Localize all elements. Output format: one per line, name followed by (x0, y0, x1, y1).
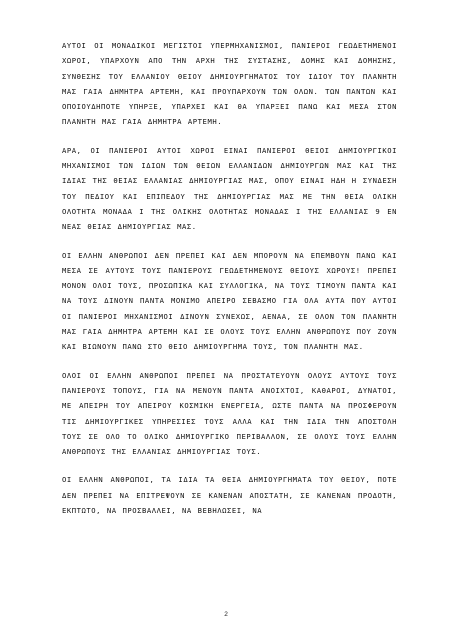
paragraph-5: ΟΙ ΕΛΛΗΝ ΑΝΘΡΩΠΟΙ, ΤΑ ΙΔΙΑ ΤΑ ΘΕΙΑ ΔΗΜΙΟΥΡΓΗΜΑΤΑ ΤΟΥ ΘΕΙΟΥ, ΠΟΤΕ ΔΕΝ ΠΡΕΠΕΙ ΝΑ ΕΠΙΤΡΕΨΟΥΝ ΣΕ ΚΑΝΕΝΑΝ ΑΠΟΣΤΑΤΗ, ΣΕ ΚΑΝΕΝΑΝ ΠΡΟΔΟΤΗ, ΕΚΠΤΩΤΟ, ΝΑ ΠΡΟΣΒΑΛΛΕΙ, ΝΑ ΒΕΒΗΛΩΣΕΙ, ΝΑ (62, 475, 397, 516)
page-content (62, 38, 397, 531)
paragraph-4: ΟΛΟΙ ΟΙ ΕΛΛΗΝ ΑΝΘΡΩΠΟΙ ΠΡΕΠΕΙ ΝΑ ΠΡΟΣΤΑΤΕΥΟΥΝ ΟΛΟΥΣ ΑΥΤΟΥΣ ΤΟΥΣ ΠΑΝΙΕΡΟΥΣ ΤΟΠΟΥΣ, ΓΙΑ ΝΑ ΜΕΝΟΥΝ ΠΑΝΤΑ ΑΝΟΙΧΤΟΙ, ΚΑΘΑΡΟΙ, ΔΥΝΑΤΟΙ, ΜΕ ΑΠΕΙΡΗ ΤΟΥ ΑΠΕΙΡΟΥ ΚΟΣΜΙΚΗ ΕΝΕΡΓΕΙΑ, ΩΣΤΕ ΠΑΝΤΑ ΝΑ ΠΡΟΣΦΕΡΟΥΝ ΤΙΣ ΔΗΜΙΟΥΡΓΙΚΕΣ ΥΠΗΡΕΣΙΕΣ ΤΟΥΣ ΑΛΛΑ ΚΑΙ ΤΗΝ ΙΔΙΑ ΤΗΝ ΑΠΟΣΤΟΛΗ ΤΟΥΣ ΣΕ ΟΛΟ ΤΟ ΟΛΙΚΟ ΔΗΜΙΟΥΡΓΙΚΟ ΠΕΡΙΒΑΛΛΟΝ, ΣΕ ΟΛΟΥΣ ΤΟΥΣ ΕΛΛΗΝ ΑΝΘΡΩΠΟΥΣ ΤΗΣ ΕΛΛΑΝΙΑΣ ΔΗΜΙΟΥΡΓΙΑΣ ΤΟΥΣ. (62, 370, 397, 457)
paragraph-3: ΟΙ ΕΛΛΗΝ ΑΝΘΡΩΠΟΙ ΔΕΝ ΠΡΕΠΕΙ ΚΑΙ ΔΕΝ ΜΠΟΡΟΥΝ ΝΑ ΕΠΕΜΒΟΥΝ ΠΑΝΩ ΚΑΙ ΜΕΣΑ ΣΕ ΑΥΤΟΥΣ ΤΟΥΣ ΠΑΝΙΕΡΟΥΣ ΓΕΩΔΕΤΗΜΕΝΟΥΣ ΘΕΙΟΥΣ ΧΩΡΟΥΣ! ΠΡΕΠΕΙ ΜΟΝΟΝ ΟΛΟΙ ΤΟΥΣ, ΠΡΟΣΩΠΙΚΑ ΚΑΙ ΣΥΛΛΟΓΙΚΑ, ΝΑ ΤΟΥΣ ΤΙΜΟΥΝ ΠΑΝΤΑ ΚΑΙ ΝΑ ΤΟΥΣ ΔΙΝΟΥΝ ΠΑΝΤΑ ΜΟΝΙΜΟ ΑΠΕΙΡΟ ΣΕΒΑΣΜΟ ΓΙΑ ΟΛΑ ΑΥΤΑ ΠΟΥ ΑΥΤΟΙ ΟΙ ΠΑΝΙΕΡΟΙ ΜΗΧΑΝΙΣΜΟΙ ΔΙΝΟΥΝ ΣΥΝΕΧΩΣ, ΑΕΝΑΑ, ΣΕ ΟΛΟΝ ΤΟΝ ΠΛΑΝΗΤΗ ΜΑΣ ΓΑΙΑ ΔΗΜΗΤΡΑ ΑΡΤΕΜΗ ΚΑΙ ΣΕ ΟΛΟΥΣ ΤΟΥΣ ΕΛΛΗΝ ΑΝΘΡΩΠΟΥΣ ΠΟΥ ΖΟΥΝ ΚΑΙ ΒΙΩΝΟΥΝ ΠΑΝΩ ΣΤΟ ΘΕΙΟ ΔΗΜΙΟΥΡΓΗΜΑ ΤΟΥΣ, ΤΟΝ ΠΛΑΝΗΤΗ ΜΑΣ. (62, 250, 397, 352)
paragraph-1: ΑΥΤΟΙ ΟΙ ΜΟΝΑΔΙΚΟΙ ΜΕΓΙΣΤΟΙ ΥΠΕΡΜΗΧΑΝΙΣΜΟΙ, ΠΑΝΙΕΡΟΙ ΓΕΩΔΕΤΗΜΕΝΟΙ ΧΩΡΟΙ, ΥΠΑΡΧΟΥΝ ΑΠΟ ΤΗΝ ΑΡΧΗ ΤΗΣ ΣΥΣΤΑΣΗΣ, ΔΟΜΗΣ ΚΑΙ ΔΟΜΗΣΗΣ, ΣΥΝΘΕΣΗΣ ΤΟΥ ΕΛΛΑΝΙΟΥ ΘΕΙΟΥ ΔΗΜΙΟΥΡΓΗΜΑΤΟΣ ΤΟΥ ΙΔΙΟΥ ΤΟΥ ΠΛΑΝΗΤΗ ΜΑΣ ΓΑΙΑ ΔΗΜΗΤΡΑ ΑΡΤΕΜΗ, ΚΑΙ ΠΡΟΥΠΑΡΧΟΥΝ ΤΩΝ ΟΛΩΝ. ΤΩΝ ΠΑΝΤΩΝ ΚΑΙ ΟΠΟΙΟΥΔΗΠΟΤΕ ΥΠΗΡΞΕ, ΥΠΑΡΧΕΙ ΚΑΙ ΘΑ ΥΠΑΡΞΕΙ ΠΑΝΩ ΚΑΙ ΜΕΣΑ ΣΤΟΝ ΠΛΑΝΗΤΗ ΜΑΣ ΓΑΙΑ ΔΗΜΗΤΡΑ ΑΡΤΕΜΗ. (62, 41, 397, 127)
paragraph-2: ΑΡΑ, ΟΙ ΠΑΝΙΕΡΟΙ ΑΥΤΟΙ ΧΩΡΟΙ ΕΙΝΑΙ ΠΑΝΙΕΡΟΙ ΘΕΙΟΙ ΔΗΜΙΟΥΡΓΙΚΟΙ ΜΗΧΑΝΙΣΜΟΙ ΤΩΝ ΙΔΙΩΝ ΤΩΝ ΘΕΙΩΝ ΕΛΛΑΝΙΔΩΝ ΔΗΜΙΟΥΡΓΩΝ ΜΑΣ ΚΑΙ ΤΗΣ ΙΔΙΑΣ ΤΗΣ ΘΕΙΑΣ ΕΛΛΑΝΙΑΣ ΔΗΜΙΟΥΡΓΙΑΣ ΜΑΣ, ΟΠΟΥ ΕΙΝΑΙ ΗΔΗ Η ΣΥΝΔΕΣΗ ΤΟΥ ΠΕΔΙΟΥ ΚΑΙ ΕΠΙΠΕΔΟΥ ΤΗΣ ΔΗΜΙΟΥΡΓΙΑΣ ΜΑΣ ΜΕ ΤΗΝ ΘΕΙΑ ΟΛΙΚΗ ΟΛΟΤΗΤΑ ΜΟΝΑΔΑ Ι ΤΗΣ ΟΛΙΚΗΣ ΟΛΟΤΗΤΑΣ ΜΟΝΑΔΑΣ Ι ΤΗΣ ΕΛΛΑΝΙΑΣ 9 ΕΝ ΝΕΑΣ ΘΕΙΑΣ ΔΗΜΙΟΥΡΓΙΑΣ ΜΑΣ. (62, 145, 397, 232)
page-number: 2 (224, 611, 228, 618)
